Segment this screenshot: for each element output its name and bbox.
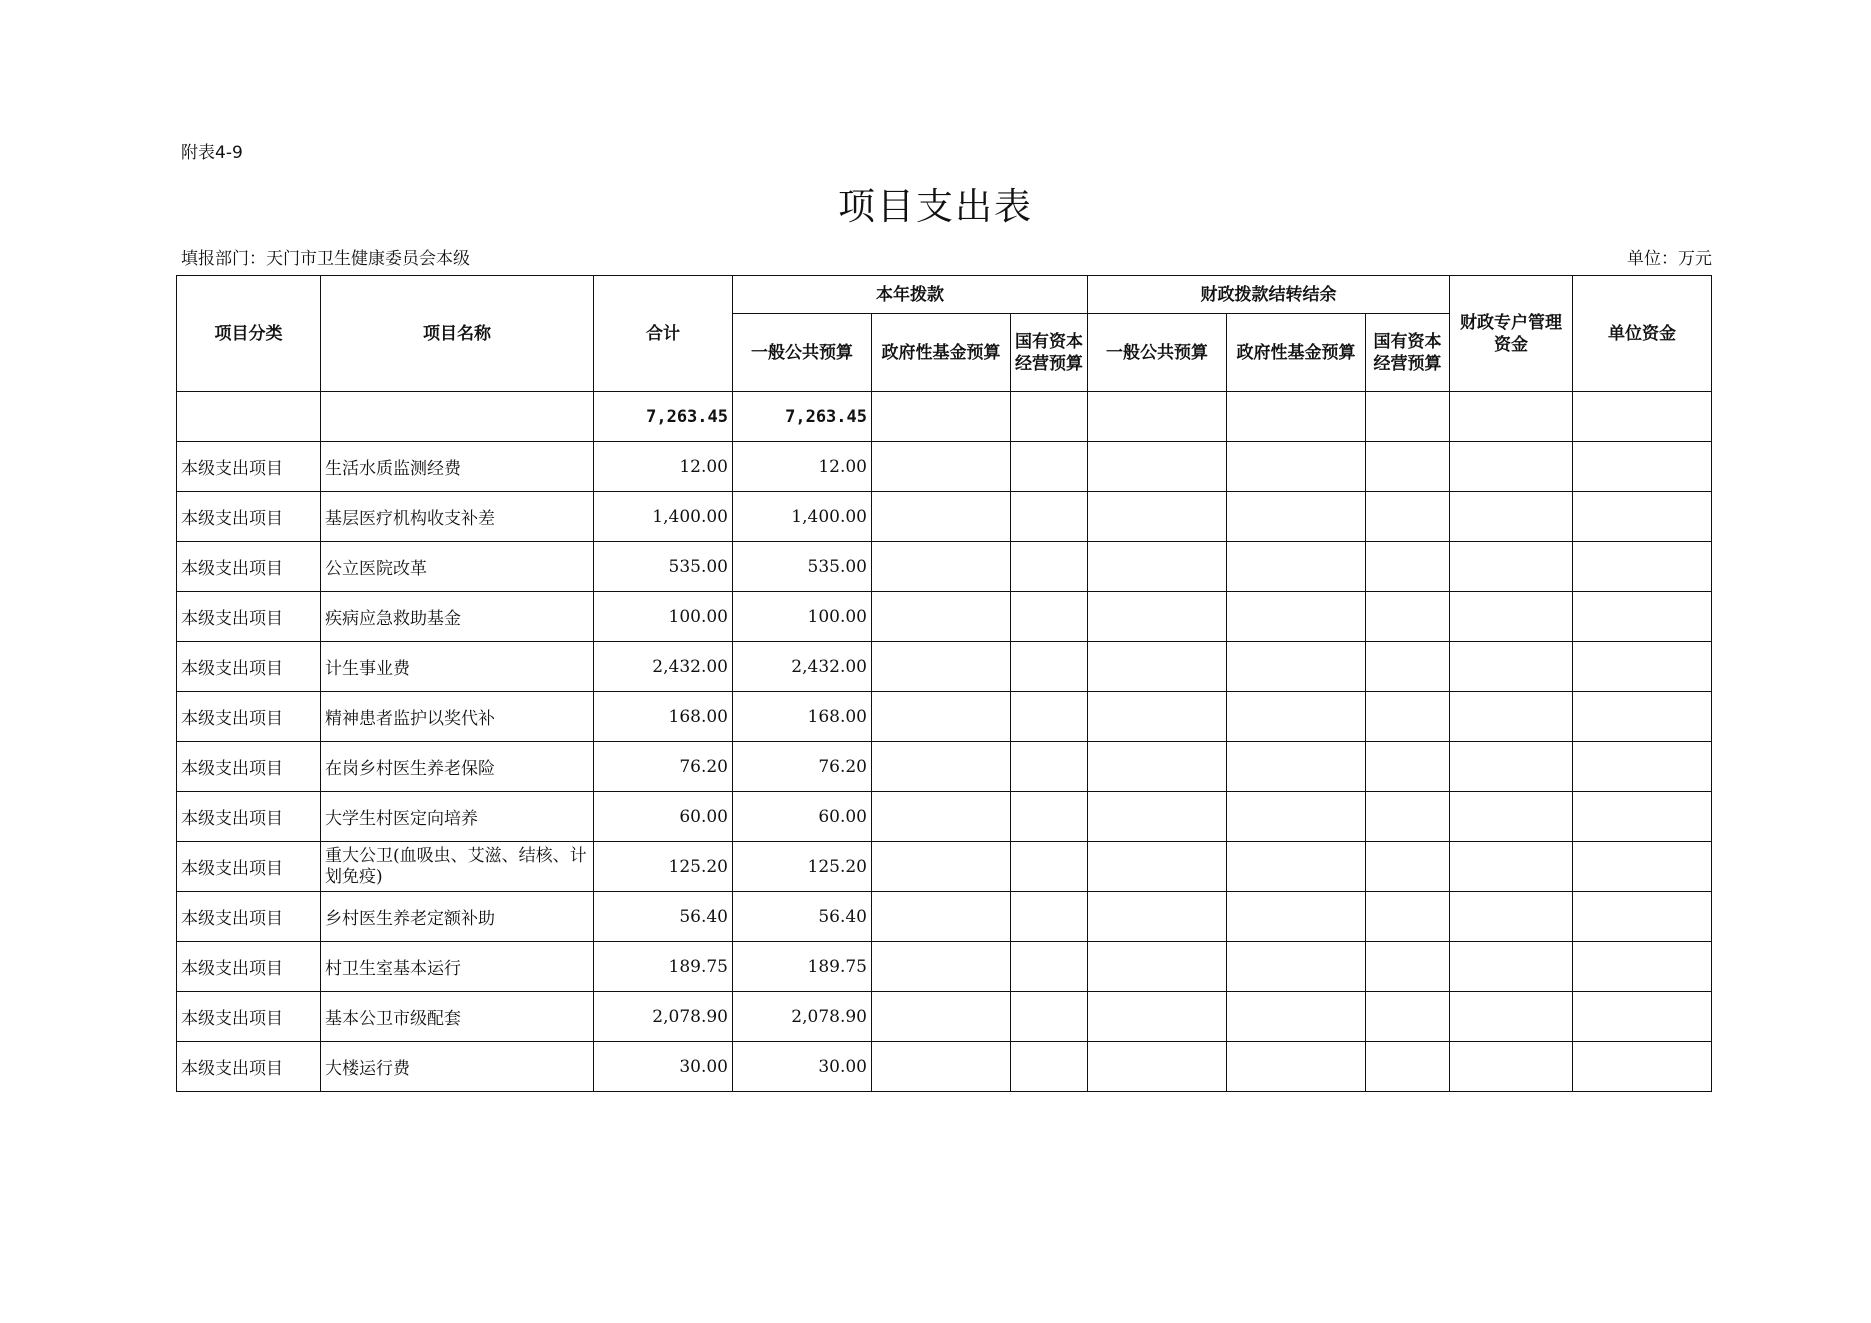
cell-empty — [1088, 742, 1227, 792]
header-category: 项目分类 — [177, 276, 321, 392]
cell-total: 2,078.90 — [594, 992, 733, 1042]
cell-empty — [872, 642, 1011, 692]
page-title: 项目支出表 — [838, 185, 1033, 228]
table-row — [177, 792, 1712, 842]
cell-empty — [872, 742, 1011, 792]
cell-empty — [1366, 842, 1450, 892]
cell-category: 本级支出项目 — [177, 542, 321, 592]
table-row — [177, 942, 1712, 992]
cell-empty — [1088, 692, 1227, 742]
cell-general-budget: 535.00 — [733, 542, 872, 592]
cell-empty — [1450, 892, 1573, 942]
cell-empty — [872, 792, 1011, 842]
cell-general-budget: 76.20 — [733, 742, 872, 792]
cell-empty — [1450, 442, 1573, 492]
cell-empty — [1573, 692, 1712, 742]
cell-empty — [1227, 442, 1366, 492]
cell-general-budget: 2,078.90 — [733, 992, 872, 1042]
cell-empty — [1450, 592, 1573, 642]
cell-empty — [1573, 492, 1712, 542]
cell-empty — [1011, 392, 1088, 442]
cell-project-name: 精神患者监护以奖代补 — [321, 692, 594, 742]
cell-empty — [872, 842, 1011, 892]
header-total: 合计 — [594, 276, 733, 392]
header-carry-gov-fund-budget: 政府性基金预算 — [1227, 314, 1366, 392]
cell-empty — [1227, 492, 1366, 542]
cell-empty — [1088, 592, 1227, 642]
cell-empty — [872, 442, 1011, 492]
cell-general-budget: 2,432.00 — [733, 642, 872, 692]
cell-empty — [872, 992, 1011, 1042]
cell-category: 本级支出项目 — [177, 442, 321, 492]
cell-empty — [1573, 642, 1712, 692]
cell-empty — [1227, 692, 1366, 742]
cell-category: 本级支出项目 — [177, 742, 321, 792]
cell-project-name: 乡村医生养老定额补助 — [321, 892, 594, 942]
cell-empty — [1450, 692, 1573, 742]
cell-empty — [872, 542, 1011, 592]
cell-total: 168.00 — [594, 692, 733, 742]
cell-total: 535.00 — [594, 542, 733, 592]
cell-empty — [872, 692, 1011, 742]
cell-empty — [1573, 992, 1712, 1042]
cell-category: 本级支出项目 — [177, 592, 321, 642]
table-row — [177, 492, 1712, 542]
cell-category: 本级支出项目 — [177, 642, 321, 692]
cell-empty — [1227, 542, 1366, 592]
cell-empty — [1450, 492, 1573, 542]
cell-empty — [1573, 792, 1712, 842]
cell-empty — [872, 1042, 1011, 1092]
cell-general-budget: 100.00 — [733, 592, 872, 642]
cell-empty — [1088, 1042, 1227, 1092]
cell-total: 76.20 — [594, 742, 733, 792]
header-special-account-fund: 财政专户管理资金 — [1450, 276, 1573, 392]
cell-empty — [1227, 892, 1366, 942]
table-row — [177, 592, 1712, 642]
cell-category: 本级支出项目 — [177, 1042, 321, 1092]
cell-empty — [1366, 892, 1450, 942]
cell-empty — [1011, 942, 1088, 992]
cell-empty — [1227, 392, 1366, 442]
header-unit-fund: 单位资金 — [1573, 276, 1712, 392]
cell-empty — [1088, 442, 1227, 492]
cell-project-name: 重大公卫(血吸虫、艾滋、结核、计划免疫) — [321, 842, 594, 892]
cell-empty — [1366, 592, 1450, 642]
cell-total: 60.00 — [594, 792, 733, 842]
department-label: 填报部门：天门市卫生健康委员会本级 — [181, 249, 470, 269]
cell-empty — [1088, 392, 1227, 442]
cell-general-budget: 56.40 — [733, 892, 872, 942]
cell-empty — [1450, 392, 1573, 442]
cell-total: 125.20 — [594, 842, 733, 892]
cell-project-name: 大楼运行费 — [321, 1042, 594, 1092]
total-row — [177, 392, 1712, 442]
cell-project-name: 生活水质监测经费 — [321, 442, 594, 492]
cell-empty — [1011, 542, 1088, 592]
cell-empty — [1450, 792, 1573, 842]
table-row — [177, 892, 1712, 942]
cell-empty — [1366, 392, 1450, 442]
cell-category: 本级支出项目 — [177, 692, 321, 742]
table-row — [177, 742, 1712, 792]
cell-category: 本级支出项目 — [177, 892, 321, 942]
cell-empty — [1366, 792, 1450, 842]
cell-empty — [1227, 592, 1366, 642]
cell-category: 本级支出项目 — [177, 942, 321, 992]
header-current-year-appropriation: 本年拨款 — [733, 276, 1088, 314]
cell-category: 本级支出项目 — [177, 792, 321, 842]
table-row — [177, 442, 1712, 492]
cell-empty — [1450, 992, 1573, 1042]
table-row — [177, 992, 1712, 1042]
header-carry-general-budget: 一般公共预算 — [1088, 314, 1227, 392]
header-general-budget: 一般公共预算 — [733, 314, 872, 392]
header-project-name: 项目名称 — [321, 276, 594, 392]
table-row — [177, 1042, 1712, 1092]
cell-empty — [1573, 442, 1712, 492]
cell-empty — [872, 492, 1011, 542]
cell-empty — [1366, 492, 1450, 542]
cell-general-budget: 30.00 — [733, 1042, 872, 1092]
cell-empty — [1573, 942, 1712, 992]
cell-empty — [1227, 1042, 1366, 1092]
cell-general-budget: 125.20 — [733, 842, 872, 892]
project-expenditure-table — [176, 275, 1712, 1092]
cell-empty — [872, 392, 1011, 442]
cell-empty — [1088, 992, 1227, 1042]
cell-empty — [1088, 892, 1227, 942]
cell-empty — [1011, 992, 1088, 1042]
cell-project-name: 村卫生室基本运行 — [321, 942, 594, 992]
cell-empty — [1088, 842, 1227, 892]
cell-empty — [1573, 1042, 1712, 1092]
header-soe-budget: 国有资本经营预算 — [1011, 314, 1088, 392]
cell-empty — [1450, 842, 1573, 892]
cell-empty — [872, 592, 1011, 642]
cell-empty — [1450, 942, 1573, 992]
cell-general-budget: 12.00 — [733, 442, 872, 492]
cell-total: 189.75 — [594, 942, 733, 992]
cell-empty — [1573, 592, 1712, 642]
cell-empty — [1011, 642, 1088, 692]
cell-category: 本级支出项目 — [177, 992, 321, 1042]
cell-empty — [1450, 1042, 1573, 1092]
document-code: 附表4-9 — [181, 143, 243, 163]
cell-empty — [1573, 742, 1712, 792]
table-row — [177, 542, 1712, 592]
cell-empty — [1573, 392, 1712, 442]
cell-empty — [1227, 942, 1366, 992]
cell-project-name: 公立医院改革 — [321, 542, 594, 592]
cell-empty — [1573, 842, 1712, 892]
cell-empty — [1011, 1042, 1088, 1092]
cell-empty — [1227, 842, 1366, 892]
cell-general-budget: 168.00 — [733, 692, 872, 742]
cell-empty — [1088, 492, 1227, 542]
cell-empty — [1366, 1042, 1450, 1092]
cell-category: 本级支出项目 — [177, 492, 321, 542]
cell-empty — [1573, 542, 1712, 592]
cell-empty — [1088, 642, 1227, 692]
header-carryover: 财政拨款结转结余 — [1088, 276, 1450, 314]
unit-label: 单位：万元 — [1627, 249, 1712, 269]
cell-empty — [1450, 642, 1573, 692]
cell-empty — [872, 892, 1011, 942]
cell-general-budget: 189.75 — [733, 942, 872, 992]
cell-empty — [1450, 542, 1573, 592]
cell-empty — [1450, 742, 1573, 792]
cell-total: 56.40 — [594, 892, 733, 942]
cell-total: 30.00 — [594, 1042, 733, 1092]
cell-empty — [1366, 742, 1450, 792]
cell-project-name: 在岗乡村医生养老保险 — [321, 742, 594, 792]
cell-empty — [1573, 892, 1712, 942]
table-row — [177, 842, 1712, 892]
cell-empty — [1366, 992, 1450, 1042]
cell-empty — [1011, 492, 1088, 542]
cell-empty — [1011, 692, 1088, 742]
cell-project-name: 大学生村医定向培养 — [321, 792, 594, 842]
cell-empty — [1366, 542, 1450, 592]
cell-empty — [1227, 742, 1366, 792]
cell-total: 7,263.45 — [594, 392, 733, 442]
cell-general-budget: 1,400.00 — [733, 492, 872, 542]
cell-empty — [1227, 792, 1366, 842]
cell-empty — [872, 942, 1011, 992]
cell-project-name: 计生事业费 — [321, 642, 594, 692]
cell-empty — [1227, 992, 1366, 1042]
cell-empty — [1088, 942, 1227, 992]
cell-empty — [1366, 942, 1450, 992]
cell-empty — [1011, 892, 1088, 942]
cell-project-name — [321, 392, 594, 442]
cell-general-budget: 60.00 — [733, 792, 872, 842]
table-row — [177, 692, 1712, 742]
cell-total: 2,432.00 — [594, 642, 733, 692]
cell-general-budget: 7,263.45 — [733, 392, 872, 442]
cell-project-name: 基本公卫市级配套 — [321, 992, 594, 1042]
cell-empty — [1011, 792, 1088, 842]
cell-empty — [1011, 842, 1088, 892]
cell-project-name: 疾病应急救助基金 — [321, 592, 594, 642]
cell-total: 12.00 — [594, 442, 733, 492]
cell-project-name: 基层医疗机构收支补差 — [321, 492, 594, 542]
header-gov-fund-budget: 政府性基金预算 — [872, 314, 1011, 392]
header-carry-soe-budget: 国有资本经营预算 — [1366, 314, 1450, 392]
cell-empty — [1227, 642, 1366, 692]
cell-total: 1,400.00 — [594, 492, 733, 542]
table-row — [177, 642, 1712, 692]
cell-empty — [1011, 592, 1088, 642]
cell-category: 本级支出项目 — [177, 842, 321, 892]
cell-total: 100.00 — [594, 592, 733, 642]
cell-empty — [1011, 742, 1088, 792]
cell-category — [177, 392, 321, 442]
cell-empty — [1088, 792, 1227, 842]
cell-empty — [1366, 692, 1450, 742]
cell-empty — [1088, 542, 1227, 592]
cell-empty — [1366, 442, 1450, 492]
cell-empty — [1011, 442, 1088, 492]
cell-empty — [1366, 642, 1450, 692]
